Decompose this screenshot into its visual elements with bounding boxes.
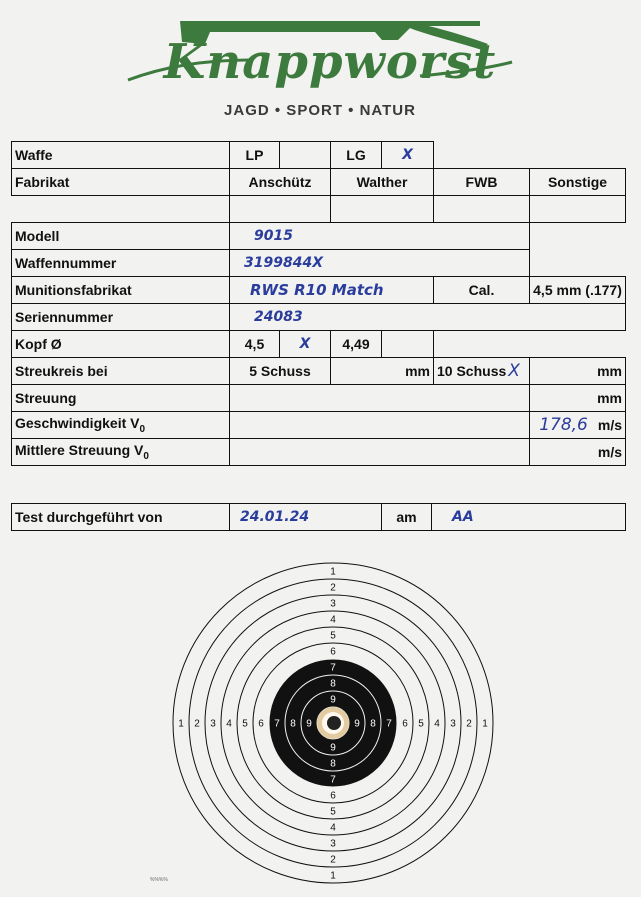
lp-option: LP — [230, 142, 280, 169]
mittlere-streuung-input[interactable] — [230, 439, 530, 466]
streuung-label: Streuung — [12, 385, 230, 412]
ring-number: 2 — [466, 718, 472, 730]
fuenf-schuss-label: 5 Schuss — [230, 358, 331, 385]
ring-number: 1 — [330, 566, 336, 578]
fwb-option: FWB — [434, 169, 530, 196]
zehn-schuss-checkmark[interactable]: X — [508, 361, 520, 381]
walther-box[interactable] — [331, 196, 434, 223]
kopf-checkmark[interactable]: X — [280, 331, 331, 358]
ring-number: 7 — [274, 718, 280, 730]
ring-number: 3 — [330, 838, 336, 850]
ring-number: 6 — [330, 790, 336, 802]
weapon-data-table — [11, 141, 626, 466]
ring-number: 9 — [306, 718, 312, 730]
streukreis-label: Streukreis bei — [12, 358, 230, 385]
ring-number: 1 — [178, 718, 184, 730]
lp-box[interactable] — [280, 142, 331, 169]
ring-number: 7 — [330, 774, 336, 786]
ring-number: 2 — [330, 854, 336, 866]
ring-number: 7 — [330, 662, 336, 674]
mittlere-streuung-label: Mittlere Streuung $V_0$ — [12, 439, 230, 466]
ring-number: 7 — [386, 718, 392, 730]
seriennummer-label: Seriennummer — [12, 304, 230, 331]
anschuetz-option: Anschütz — [230, 169, 331, 196]
brand-logo-text: Knappworst — [163, 34, 497, 90]
test-table — [11, 503, 626, 531]
lg-option: LG — [331, 142, 382, 169]
ring-number: 5 — [242, 718, 248, 730]
ring-number: 3 — [330, 598, 336, 610]
streuung-mm: mm — [530, 385, 626, 412]
ring-number: 4 — [434, 718, 440, 730]
munitionsfabrikat-value[interactable]: RWS R10 Match — [230, 277, 434, 304]
test-date[interactable]: 24.01.24 — [230, 504, 382, 531]
ring-number: 4 — [330, 614, 336, 626]
lg-checkmark[interactable]: X — [382, 142, 434, 169]
kopf-box-b[interactable] — [382, 331, 434, 358]
fuenf-schuss-mm[interactable]: mm — [331, 358, 434, 385]
walther-option: Walther — [331, 169, 434, 196]
munitionsfabrikat-label: Munitionsfabrikat — [12, 277, 230, 304]
ring-number: 6 — [330, 646, 336, 658]
ring-number: 6 — [402, 718, 408, 730]
ring-number: 5 — [330, 630, 336, 642]
modell-label: Modell — [12, 223, 230, 250]
ring-number: 3 — [450, 718, 456, 730]
sonstige-option: Sonstige — [530, 169, 626, 196]
mittlere-streuung-ms[interactable]: m/s — [530, 439, 626, 466]
waffe-label: Waffe — [12, 142, 230, 169]
kopf-option-a: 4,5 — [230, 331, 280, 358]
anschuetz-box[interactable] — [230, 196, 331, 223]
ring-number: 9 — [354, 718, 360, 730]
test-label: Test durchgeführt von — [12, 504, 230, 531]
shooting-target — [167, 560, 499, 892]
ring-number: 5 — [330, 806, 336, 818]
waffennummer-label: Waffennummer — [12, 250, 230, 277]
geschwindigkeit-cell[interactable]: 178,6 m/s — [530, 412, 626, 439]
fabrikat-label: Fabrikat — [12, 169, 230, 196]
waffennummer-value[interactable]: 3199844X — [230, 250, 530, 277]
cal-label: Cal. — [434, 277, 530, 304]
ring-number: 1 — [330, 870, 336, 882]
fwb-box[interactable] — [434, 196, 530, 223]
geschwindigkeit-value: 178,6 — [539, 415, 588, 435]
signature[interactable]: AA — [432, 504, 626, 531]
ring-number: 8 — [290, 718, 296, 730]
seriennummer-value[interactable]: 24083 — [230, 304, 626, 331]
ring-number: 4 — [330, 822, 336, 834]
ring-number: 9 — [330, 742, 336, 754]
geschwindigkeit-label: Geschwindigkeit $V_0$ — [12, 412, 230, 439]
geschwindigkeit-input[interactable] — [230, 412, 530, 439]
ring-number: 8 — [330, 758, 336, 770]
ring-number: 6 — [258, 718, 264, 730]
footer-mark: %%%% — [150, 877, 168, 883]
ring-number: 2 — [194, 718, 200, 730]
ring-number: 9 — [330, 694, 336, 706]
modell-value[interactable]: 9015 — [230, 223, 530, 250]
zehn-schuss-mm[interactable]: mm — [530, 358, 626, 385]
ring-number: 3 — [210, 718, 216, 730]
bullet-hole — [317, 707, 349, 739]
ring-number: 8 — [330, 678, 336, 690]
streuung-value[interactable] — [230, 385, 530, 412]
ring-number: 8 — [370, 718, 376, 730]
ring-number: 4 — [226, 718, 232, 730]
zehn-schuss-label: 10 Schuss — [437, 363, 507, 379]
ring-number: 2 — [330, 582, 336, 594]
zehn-schuss-cell — [434, 358, 530, 385]
ring-number: 5 — [418, 718, 424, 730]
am-label: am — [382, 504, 432, 531]
kopf-label: Kopf Ø — [12, 331, 230, 358]
kopf-option-b: 4,49 — [331, 331, 382, 358]
sonstige-box[interactable] — [530, 196, 626, 223]
ring-number: 1 — [482, 718, 488, 730]
tagline: JAGD • SPORT • NATUR — [224, 102, 416, 119]
cal-value[interactable]: 4,5 mm (.177) — [530, 277, 626, 304]
